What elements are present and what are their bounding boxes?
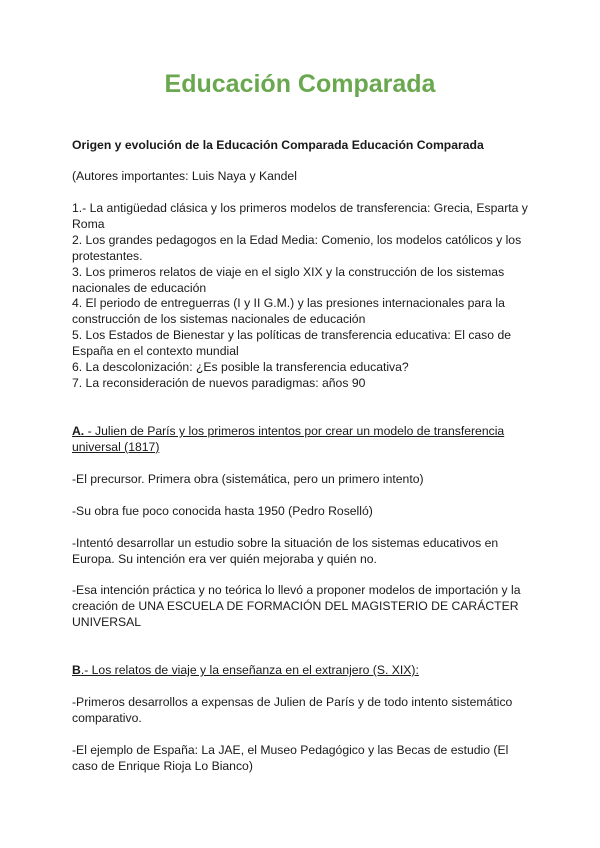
- subtitle: Origen y evolución de la Educación Comparada Educación Comparada: [72, 138, 484, 152]
- authors-note: (Autores importantes: Luis Naya y Kandel: [72, 169, 297, 183]
- outline-item: 7. La reconsideración de nuevos paradigmas: años 90: [72, 376, 366, 390]
- section-a-letter: A.: [72, 424, 85, 438]
- outline-item: 4. El periodo de entreguerras (I y II G.M.) y las presiones internacionales para la construcción de los sistemas nacionales de educación: [72, 296, 505, 326]
- section-a-paragraph: -El precursor. Primera obra (sistemática, pero un primero intento): [72, 472, 424, 486]
- section-b-paragraph: -El ejemplo de España: La JAE, el Museo Pedagógico y las Becas de estudio (El caso de Enrique Rioja Lo Bianco): [72, 743, 509, 773]
- section-b-letter: B: [72, 663, 81, 677]
- outline-item: 3. Los primeros relatos de viaje en el siglo XIX y la construcción de los sistemas nacionales de educación: [72, 265, 505, 295]
- section-a-paragraph: -Su obra fue poco conocida hasta 1950 (Pedro Roselló): [72, 504, 373, 518]
- outline-item: 6. La descolonización: ¿Es posible la transferencia educativa?: [72, 360, 409, 374]
- section-b-heading: [72, 662, 534, 678]
- section-a-title: - Julien de París y los primeros intentos por crear un modelo de transferencia universal (1817): [72, 424, 505, 454]
- section-b-paragraph: -Primeros desarrollos a expensas de Julien de París y de todo intento sistemático comparativo.: [72, 695, 513, 725]
- outline-item: 5. Los Estados de Bienestar y las políticas de transferencia educativa: El caso de España en el contexto mundial: [72, 328, 511, 358]
- outline-item: 2. Los grandes pedagogos en la Edad Media: Comenio, los modelos católicos y los protestantes.: [72, 233, 522, 263]
- section-a-paragraph: -Intentó desarrollar un estudio sobre la situación de los sistemas educativos en Europa. Su intención era ver quién mejoraba y quién no.: [72, 536, 499, 566]
- section-a-heading: [72, 423, 534, 455]
- outline-item: 1.- La antigüedad clásica y los primeros modelos de transferencia: Grecia, Esparta y Roma: [72, 201, 528, 231]
- section-a-paragraph: -Esa intención práctica y no teórica lo llevó a proponer modelos de importación y la creación de UNA ESCUELA DE FORMACIÓN DEL MAGISTERIO DE CARÁCTER UNIVERSAL: [72, 583, 521, 629]
- section-b-title: .- Los relatos de viaje y la enseñanza en el extranjero (S. XIX):: [80, 663, 419, 677]
- page-title: Educación Comparada: [164, 70, 436, 98]
